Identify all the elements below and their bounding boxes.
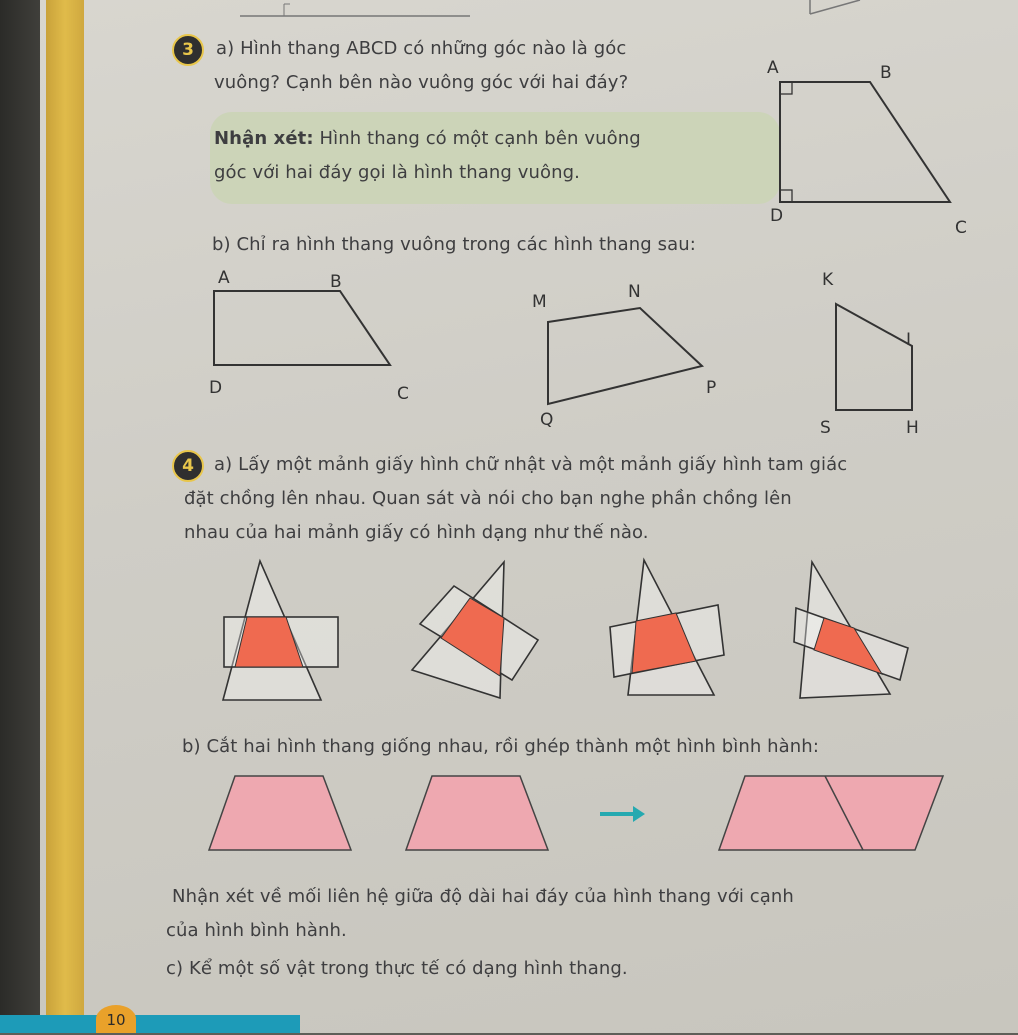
overlap-figure-1 (218, 555, 348, 705)
fig1-label-A: A (218, 268, 230, 288)
fig3-label-K: K (822, 270, 834, 290)
exercise-3-badge: 3 (172, 34, 204, 66)
arrow-right-icon (633, 806, 645, 822)
arrow-shaft (600, 812, 636, 816)
overlap-figure-2 (408, 558, 548, 703)
ex4-note-line2: của hình bình hành. (166, 920, 347, 941)
label-D: D (770, 206, 784, 226)
fig2-label-N: N (628, 282, 641, 302)
pink-trapezoid-1 (205, 772, 355, 854)
fig1-label-D: D (209, 378, 223, 398)
page-number: 10 (96, 1005, 136, 1033)
margin-stripe (46, 0, 84, 1033)
figure-trapezoid-MNPQ (540, 300, 720, 410)
ex3-note-line2: góc với hai đáy gọi là hình thang vuông. (214, 162, 580, 183)
exercise-4-badge: 4 (172, 450, 204, 482)
fig1-label-B: B (330, 272, 342, 292)
ex4-a-line2: đặt chồng lên nhau. Quan sát và nói cho bạn nghe phần chồng lên (184, 488, 792, 509)
fig2-label-M: M (532, 292, 547, 312)
footer-bar (0, 1015, 300, 1033)
label-C: C (955, 218, 967, 238)
figure-trapezoid-ABCD (210, 285, 410, 375)
fig1-label-C: C (397, 384, 409, 404)
fig2-label-Q: Q (540, 410, 554, 430)
fig3-label-I: I (906, 330, 912, 350)
fig2-label-P: P (706, 378, 717, 398)
ex3-a-line2: vuông? Cạnh bên nào vuông góc với hai đáy? (214, 72, 629, 93)
ex4-c-line: c) Kể một số vật trong thực tế có dạng hình thang. (166, 958, 628, 979)
label-B: B (880, 63, 892, 83)
overlap-figure-4 (790, 558, 920, 708)
fig3-label-S: S (820, 418, 831, 438)
pink-parallelogram (715, 772, 947, 854)
ex3-b-line: b) Chỉ ra hình thang vuông trong các hình thang sau: (212, 234, 696, 255)
ex4-note-line1: Nhận xét về mối liên hệ giữa độ dài hai đáy của hình thang với cạnh (172, 886, 794, 907)
ex3-note-line1 (214, 128, 641, 149)
label-A: A (767, 58, 779, 78)
note-label: Nhận xét: (214, 128, 314, 149)
note-box (210, 112, 780, 204)
ex4-b-line: b) Cắt hai hình thang giống nhau, rồi ghép thành một hình bình hành: (182, 736, 819, 757)
figure-trapezoid-KIHS (820, 290, 930, 415)
ex4-a-line3: nhau của hai mảnh giấy có hình dạng như thế nào. (184, 522, 649, 543)
fig3-label-H: H (906, 418, 919, 438)
overlap-figure-3 (604, 555, 734, 705)
ex4-a-line1: a) Lấy một mảnh giấy hình chữ nhật và một mảnh giấy hình tam giác (214, 454, 848, 475)
note-text: Hình thang có một cạnh bên vuông (313, 128, 641, 149)
top-partial-figures (230, 0, 870, 26)
ex3-a-line1: a) Hình thang ABCD có những góc nào là góc (216, 38, 627, 59)
pink-trapezoid-2 (402, 772, 552, 854)
